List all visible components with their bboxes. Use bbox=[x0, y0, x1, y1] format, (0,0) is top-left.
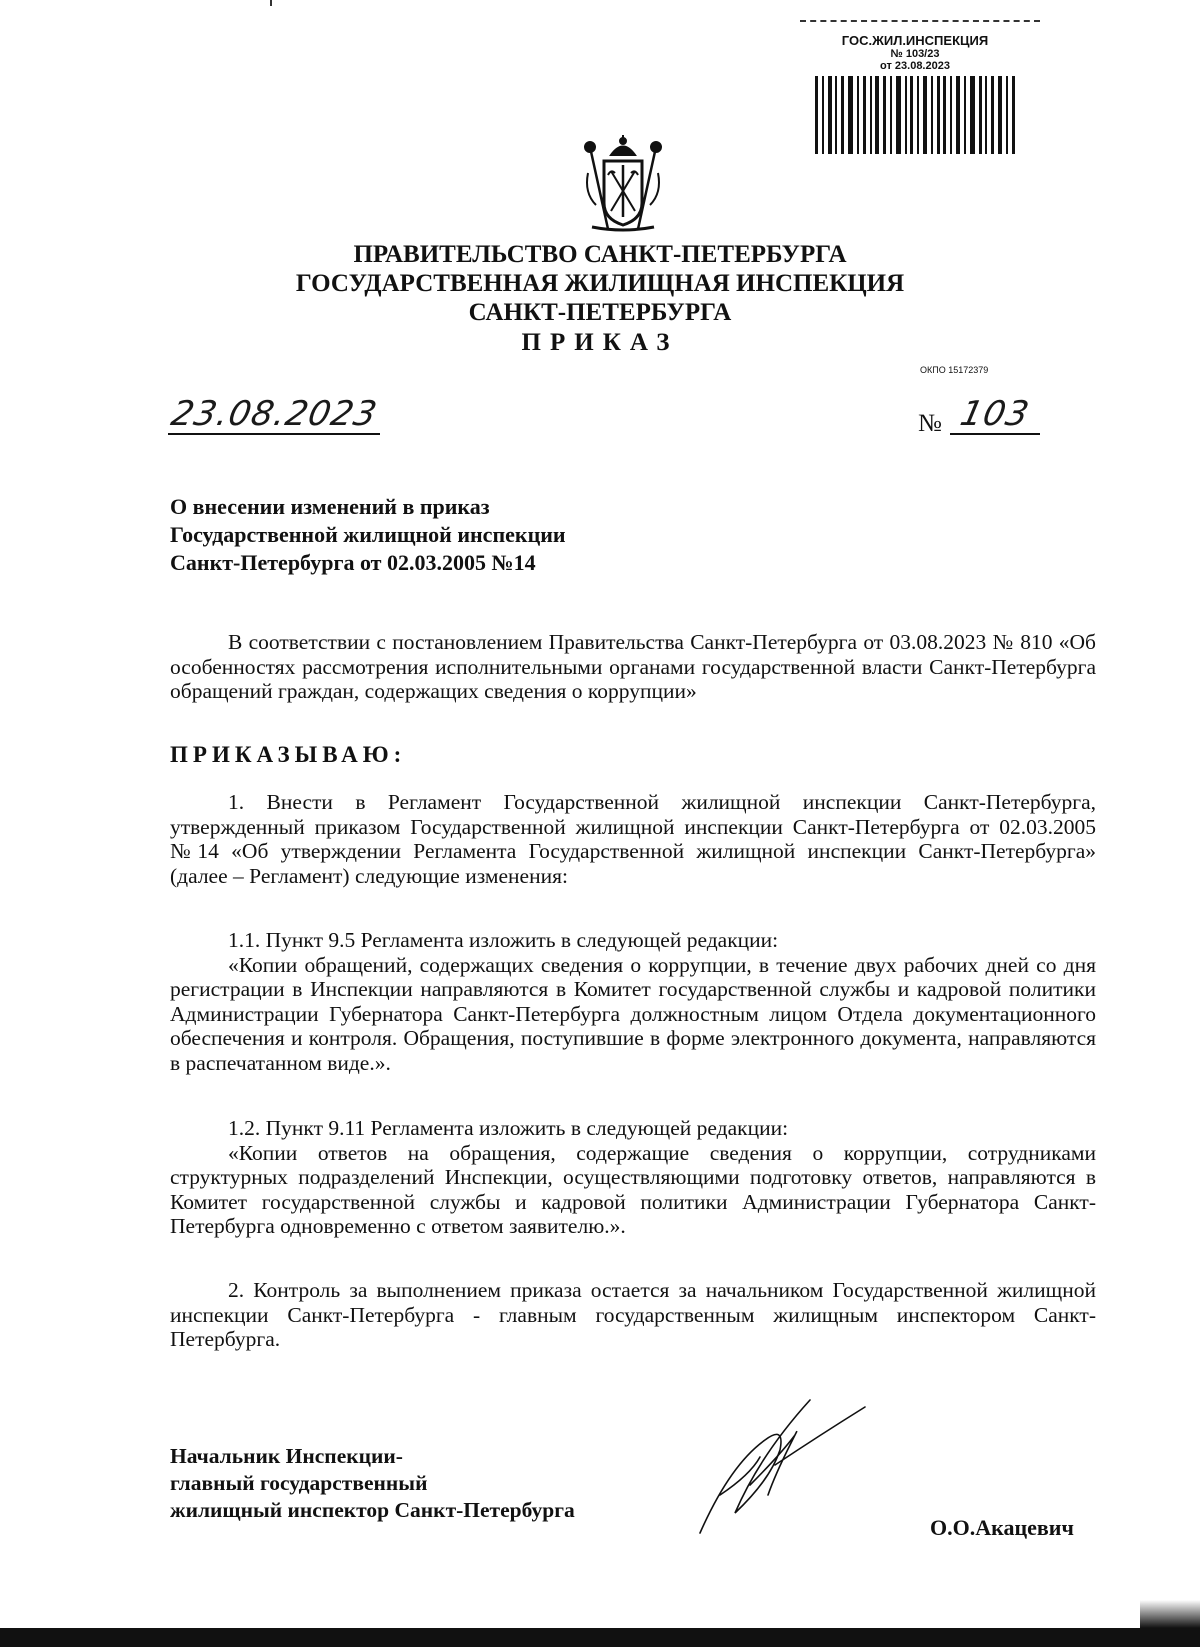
order-number-field bbox=[950, 395, 1040, 435]
stamp-date: от 23.08.2023 bbox=[880, 60, 950, 72]
barcode-bar bbox=[841, 76, 844, 154]
document-header bbox=[0, 240, 1200, 357]
header-government: ПРАВИТЕЛЬСТВО САНКТ-ПЕТЕРБУРГА bbox=[353, 241, 847, 268]
barcode-bar bbox=[964, 76, 966, 154]
header-inspection: ГОСУДАРСТВЕННАЯ ЖИЛИЩНАЯ ИНСПЕКЦИЯ bbox=[295, 270, 905, 297]
barcode-bar bbox=[991, 76, 994, 154]
barcode-bar bbox=[822, 76, 824, 154]
barcode-bar bbox=[937, 76, 940, 154]
barcode-bar bbox=[917, 76, 919, 154]
signatory-name: О.О.Акацевич bbox=[930, 1515, 1074, 1540]
item-1-1-section bbox=[170, 928, 1096, 1075]
barcode-bar bbox=[870, 76, 872, 154]
stamp-number: № 103/23 bbox=[890, 48, 940, 60]
order-date-field bbox=[168, 395, 380, 435]
barcode-bar bbox=[905, 76, 907, 154]
barcode-bar bbox=[875, 76, 879, 154]
barcode-bar bbox=[835, 76, 837, 154]
barcode bbox=[815, 76, 1015, 154]
barcode-bar bbox=[857, 76, 859, 154]
item-1-2-text: «Копии ответов на обращения, содержащие сведения о коррупции, сотрудниками структурных подразделений Инспекции, осуществляющими подготовку ответов, направляются в Комитет государственной службы и кадровой политики Администрации Губернатора Санкт-Петербурга одновременно с ответом заявителю.». bbox=[170, 1140, 1096, 1238]
position-line-2: главный государственный bbox=[170, 1471, 428, 1495]
preamble-paragraph: В соответствии с постановлением Правительства Санкт-Петербурга от 03.08.2023 № 810 «Об особенностях рассмотрения исполнительными органами государственной власти Санкт-Петербурга обращений граждан, содержащих сведения о коррупции» bbox=[170, 630, 1096, 703]
barcode-bar bbox=[943, 76, 946, 154]
subject-line-2: Государственной жилищной инспекции bbox=[170, 522, 566, 547]
barcode-bar bbox=[896, 76, 901, 154]
barcode-bar bbox=[931, 76, 933, 154]
subject-line-3: Санкт-Петербурга от 02.03.2005 №14 bbox=[170, 550, 536, 575]
order-number-label: № bbox=[918, 410, 942, 437]
barcode-bar bbox=[848, 76, 853, 154]
barcode-bar bbox=[923, 76, 927, 154]
barcode-bar bbox=[863, 76, 866, 154]
position-line-1: Начальник Инспекции- bbox=[170, 1444, 403, 1468]
item-2-paragraph: 2. Контроль за выполнением приказа остается за начальником Государственной жилищной инспекции Санкт-Петербурга - главным государственным жилищным инспектором Санкт-Петербурга. bbox=[170, 1278, 1096, 1351]
item-1-2-title: 1.2. Пункт 9.11 Регламента изложить в следующей редакции: bbox=[228, 1116, 789, 1140]
item-1-1-title: 1.1. Пункт 9.5 Регламента изложить в следующей редакции: bbox=[228, 928, 779, 952]
handwritten-signature bbox=[690, 1395, 920, 1535]
barcode-bar bbox=[815, 76, 818, 154]
coat-of-arms-icon bbox=[578, 133, 668, 233]
barcode-bar bbox=[970, 76, 975, 154]
stamp-divider bbox=[800, 20, 1040, 22]
order-subject bbox=[170, 493, 566, 577]
barcode-bar bbox=[950, 76, 952, 154]
position-line-3: жилищный инспектор Санкт-Петербурга bbox=[170, 1498, 575, 1522]
order-date: 23.08.2023 bbox=[167, 394, 381, 434]
barcode-bar bbox=[985, 76, 987, 154]
barcode-bar bbox=[956, 76, 960, 154]
scan-mark bbox=[270, 0, 272, 6]
registration-stamp bbox=[810, 34, 1020, 154]
subject-line-1: О внесении изменений в приказ bbox=[170, 494, 490, 519]
barcode-bar bbox=[828, 76, 832, 154]
barcode-bar bbox=[979, 76, 982, 154]
order-directive-heading: ПРИКАЗЫВАЮ: bbox=[170, 742, 407, 767]
barcode-bar bbox=[998, 76, 1002, 154]
item-1-1-text: «Копии обращений, содержащих сведения о коррупции, в течение двух рабочих дней со дня регистрации в Инспекции направляются в Комитет государственной службы и кадровой политики Администрации Губернатора Санкт-Петербурга должностным лицом Отдела документационного обеспечения и контроля. Обращения, поступившие в форме электронного документа, направляются в распечатанном виде.». bbox=[170, 952, 1096, 1075]
scan-bottom-edge bbox=[0, 1628, 1200, 1647]
signatory-position bbox=[170, 1443, 575, 1524]
item-1-2-section bbox=[170, 1116, 1096, 1239]
order-number: 103 bbox=[956, 394, 1034, 434]
header-city: САНКТ-ПЕТЕРБУРГА bbox=[468, 299, 732, 326]
scan-edge bbox=[1140, 1600, 1200, 1628]
barcode-bar bbox=[1012, 76, 1015, 154]
barcode-bar bbox=[1006, 76, 1008, 154]
barcode-bar bbox=[890, 76, 892, 154]
barcode-bar bbox=[883, 76, 886, 154]
barcode-bar bbox=[910, 76, 913, 154]
item-1-paragraph: 1. Внести в Регламент Государственной жилищной инспекции Санкт-Петербурга, утвержденный приказом Государственной жилищной инспекции Санкт-Петербурга от 02.03.2005 №14 «Об утверждении Регламента Государственной жилищной инспекции Санкт-Петербурга» (далее – Регламент) следующие изменения: bbox=[170, 790, 1096, 888]
document-type: ПРИКАЗ bbox=[521, 329, 679, 356]
okpo-code: ОКПО 15172379 bbox=[920, 365, 989, 375]
stamp-org: ГОС.ЖИЛ.ИНСПЕКЦИЯ bbox=[841, 33, 989, 48]
